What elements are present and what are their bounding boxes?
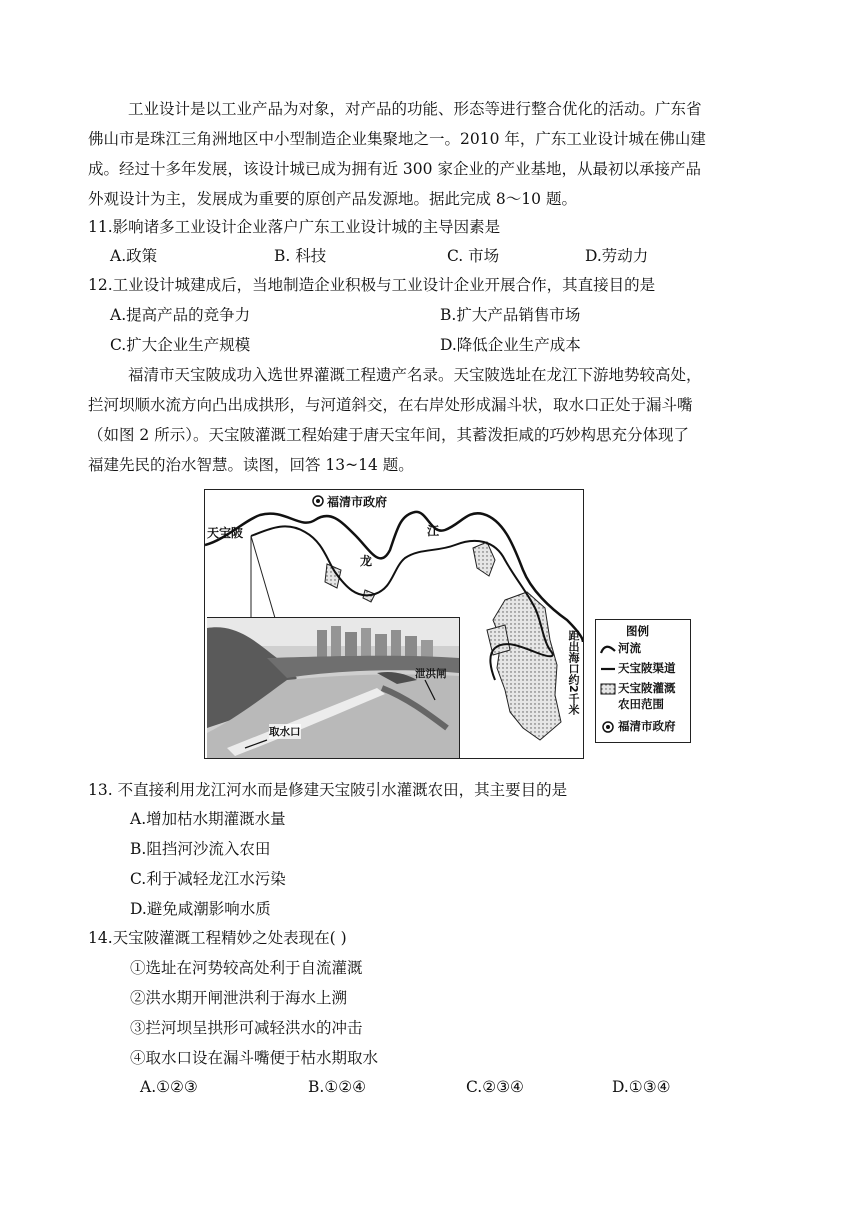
q11-stem: 11.影响诸多工业设计企业落户广东工业设计城的主导因素是 [88, 218, 501, 236]
q11-option-d: D.劳动力 [585, 247, 649, 265]
dam-photo [207, 617, 460, 758]
legend-farmland-line2 [618, 696, 664, 712]
q14-item-1: ①选址在河势较高处利于自流灌溉 [130, 959, 363, 977]
spillway-label: 泄洪闸 [415, 668, 447, 680]
passage2-line: 拦河坝顺水流方向凸出成拱形，与河道斜交，在右岸处形成漏斗状，取水口正处于漏斗嘴 [88, 396, 693, 414]
passage1-line: 佛山市是珠江三角洲地区中小型制造企业集聚地之一。2010 年，广东工业设计城在佛山建 [88, 130, 706, 148]
q13-option-c: C.利于减轻龙江水污染 [130, 870, 286, 888]
legend-title: 图例 [626, 624, 649, 638]
map-frame [204, 489, 584, 759]
canal-symbol-icon [600, 663, 616, 675]
q11-option-a: A.政策 [110, 247, 158, 265]
q11-option-b: B. 科技 [274, 247, 327, 265]
farmland-symbol-icon [600, 683, 616, 695]
legend-canal-label: 天宝陂渠道 [618, 661, 676, 675]
leader-line [251, 536, 275, 618]
q13-option-d: D.避免咸潮影响水质 [130, 900, 271, 918]
legend-farmland-label-2: 农田范围 [618, 697, 664, 711]
river-symbol-icon [600, 643, 616, 655]
q11-option-c: C. 市场 [447, 247, 500, 265]
passage2-line: 福建先民的治水智慧。读图，回答 13~14 题。 [88, 456, 414, 474]
jiang-label: 江 [427, 524, 440, 538]
q14-item-2: ②洪水期开闸泄洪利于海水上溯 [130, 989, 348, 1007]
q14-item-4: ④取水口设在漏斗嘴便于枯水期取水 [130, 1049, 379, 1067]
q13-option-b: B.阻挡河沙流入农田 [130, 840, 271, 858]
q14-option-c: C.②③④ [466, 1078, 524, 1096]
legend-farmland [600, 680, 676, 696]
legend-river [600, 640, 641, 656]
legend-gov-label: 福清市政府 [618, 719, 676, 733]
legend-gov [600, 718, 676, 734]
legend-farmland-label-1: 天宝陂灌溉 [618, 681, 676, 695]
q14-option-b: B.①②④ [308, 1078, 367, 1096]
gov-symbol-icon [600, 721, 616, 733]
gov-symbol-dot [316, 499, 320, 503]
q12-option-c: C.扩大企业生产规模 [110, 336, 251, 354]
q12-option-b: B.扩大产品销售市场 [440, 306, 581, 324]
passage1-line: 工业设计是以工业产品为对象，对产品的功能、形态等进行整合优化的活动。广东省 [128, 100, 702, 118]
dam-photo-drawing [207, 618, 459, 758]
q14-item-3: ③拦河坝呈拱形可减轻洪水的冲击 [130, 1019, 363, 1037]
gov-label: 福清市政府 [327, 495, 388, 509]
q12-stem: 12.工业设计城建成后，当地制造企业积极与工业设计企业开展合作，其直接目的是 [88, 276, 656, 294]
q14-option-a: A.①②③ [140, 1078, 198, 1096]
passage2-line: （如图 2 所示）。天宝陂灌溉工程始建于唐天宝年间，其蓄泼拒咸的巧妙构思充分体现了 [88, 426, 689, 444]
q14-stem: 14.天宝陂灌溉工程精妙之处表现在( ) [88, 929, 347, 947]
passage2-line: 福清市天宝陂成功入选世界灌溉工程遗产名录。天宝陂选址在龙江下游地势较高处， [128, 366, 702, 384]
passage1-line: 外观设计为主，发展成为重要的原创产品发源地。据此完成 8～10 题。 [88, 190, 577, 208]
q12-option-d: D.降低企业生产成本 [440, 336, 581, 354]
distance-label: 距出海口约2千米 [567, 630, 580, 715]
q14-option-d: D.①③④ [612, 1078, 671, 1096]
q13-option-a: A.增加枯水期灌溉水量 [130, 810, 286, 828]
passage1-line: 成。经过十多年发展，该设计城已成为拥有近 300 家企业的产业基地，从最初以承接产品 [88, 160, 701, 178]
farmland-area [473, 542, 495, 576]
map-legend [595, 619, 691, 743]
tianbaobei-label: 天宝陂 [207, 526, 244, 540]
tianbaobei-map-figure [204, 489, 692, 759]
legend-canal [600, 660, 676, 676]
q12-option-a: A.提高产品的竞争力 [110, 306, 251, 324]
intake-label: 取水口 [269, 726, 301, 738]
farmland-area [493, 592, 561, 740]
long-label: 龙 [360, 554, 373, 568]
legend-river-label: 河流 [618, 641, 641, 655]
q13-stem: 13. 不直接利用龙江河水而是修建天宝陂引水灌溉农田，其主要目的是 [88, 781, 568, 799]
